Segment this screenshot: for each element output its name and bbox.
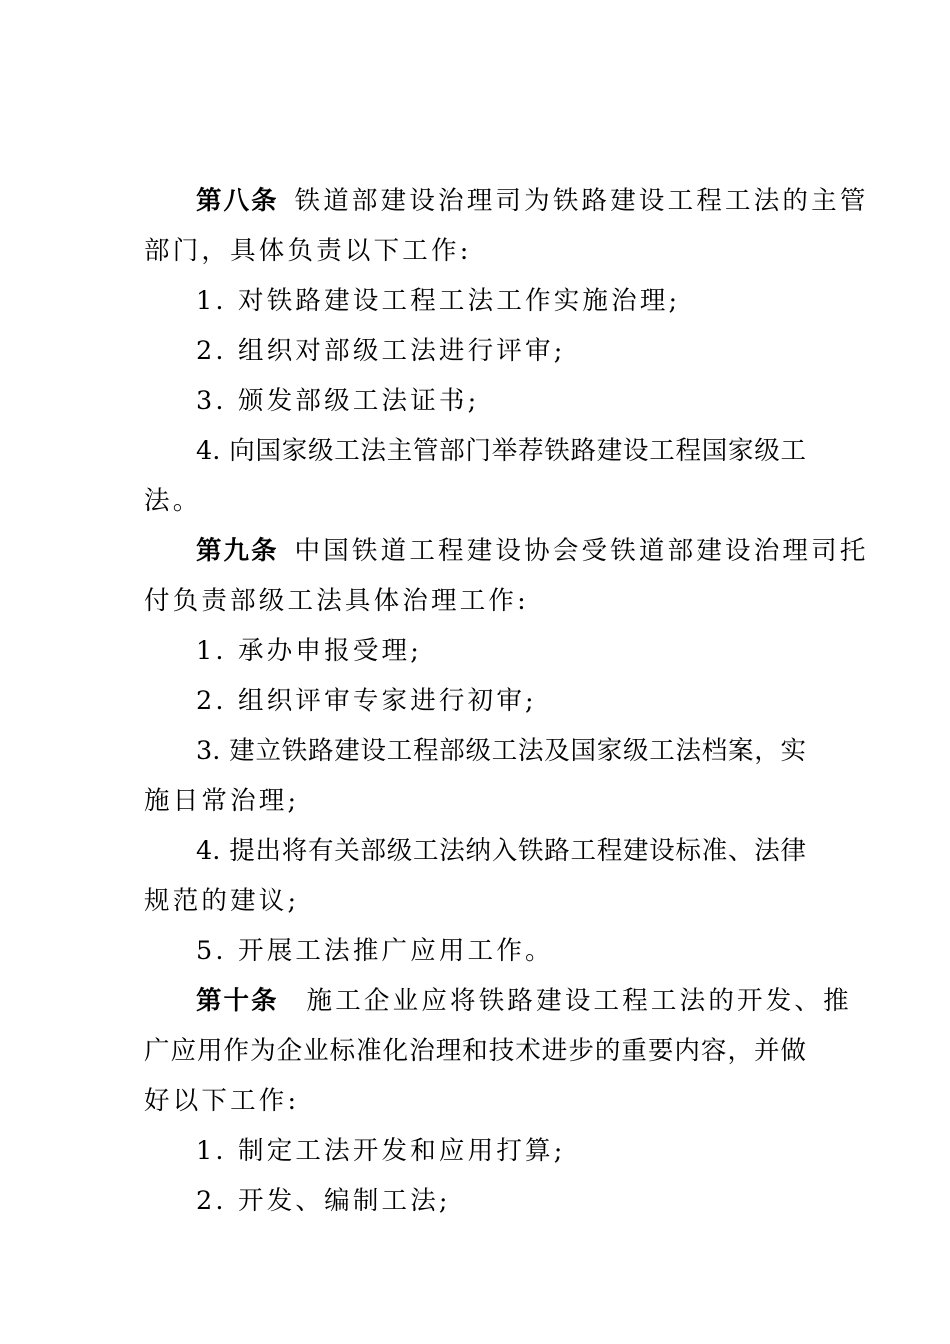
article10-paragraph	[196, 986, 858, 1016]
article8-text-line1: 铁道部建设治理司为铁路建设工程工法的主管	[294, 186, 869, 216]
article9-item-3: 3. 建立铁路建设工程部级工法及国家级工法档案，实	[196, 736, 806, 766]
article9-paragraph	[196, 536, 869, 566]
article9-item-5: 5. 开展工法推广应用工作。	[196, 936, 554, 966]
article8-item-4-continued: 法。	[144, 486, 202, 516]
article10-text-line2: 广应用作为企业标准化治理和技术进步的重要内容，并做	[144, 1036, 806, 1066]
article10-item-2: 2. 开发、编制工法;	[196, 1186, 451, 1216]
article10-text-line1: 施工企业应将铁路建设工程工法的开发、推	[306, 986, 852, 1016]
article8-item-2: 2. 组织对部级工法进行评审;	[196, 336, 566, 366]
article9-item-4: 4. 提出将有关部级工法纳入铁路工程建设标准、法律	[196, 836, 806, 866]
article8-paragraph	[196, 186, 869, 216]
article9-item-3-continued: 施日常治理;	[144, 786, 300, 816]
article9-heading: 第九条	[196, 536, 279, 566]
article8-item-3: 3. 颁发部级工法证书;	[196, 386, 480, 416]
article9-item-1: 1. 承办申报受理;	[196, 636, 423, 666]
article9-item-4-continued: 规范的建议;	[144, 886, 300, 916]
article9-item-2: 2. 组织评审专家进行初审;	[196, 686, 537, 716]
article8-item-4: 4. 向国家级工法主管部门举荐铁路建设工程国家级工	[196, 436, 806, 466]
article8-item-1: 1. 对铁路建设工程工法工作实施治理;	[196, 286, 681, 316]
article9-text-line2: 付负责部级工法具体治理工作:	[144, 586, 529, 616]
article9-text-line1: 中国铁道工程建设协会受铁道部建设治理司托	[294, 536, 869, 566]
article8-heading: 第八条	[196, 186, 279, 216]
article8-text-line2: 部门，具体负责以下工作:	[144, 236, 472, 266]
article10-text-line3: 好以下工作:	[144, 1086, 300, 1116]
article10-heading: 第十条	[196, 986, 279, 1016]
article10-item-1: 1. 制定工法开发和应用打算;	[196, 1136, 566, 1166]
